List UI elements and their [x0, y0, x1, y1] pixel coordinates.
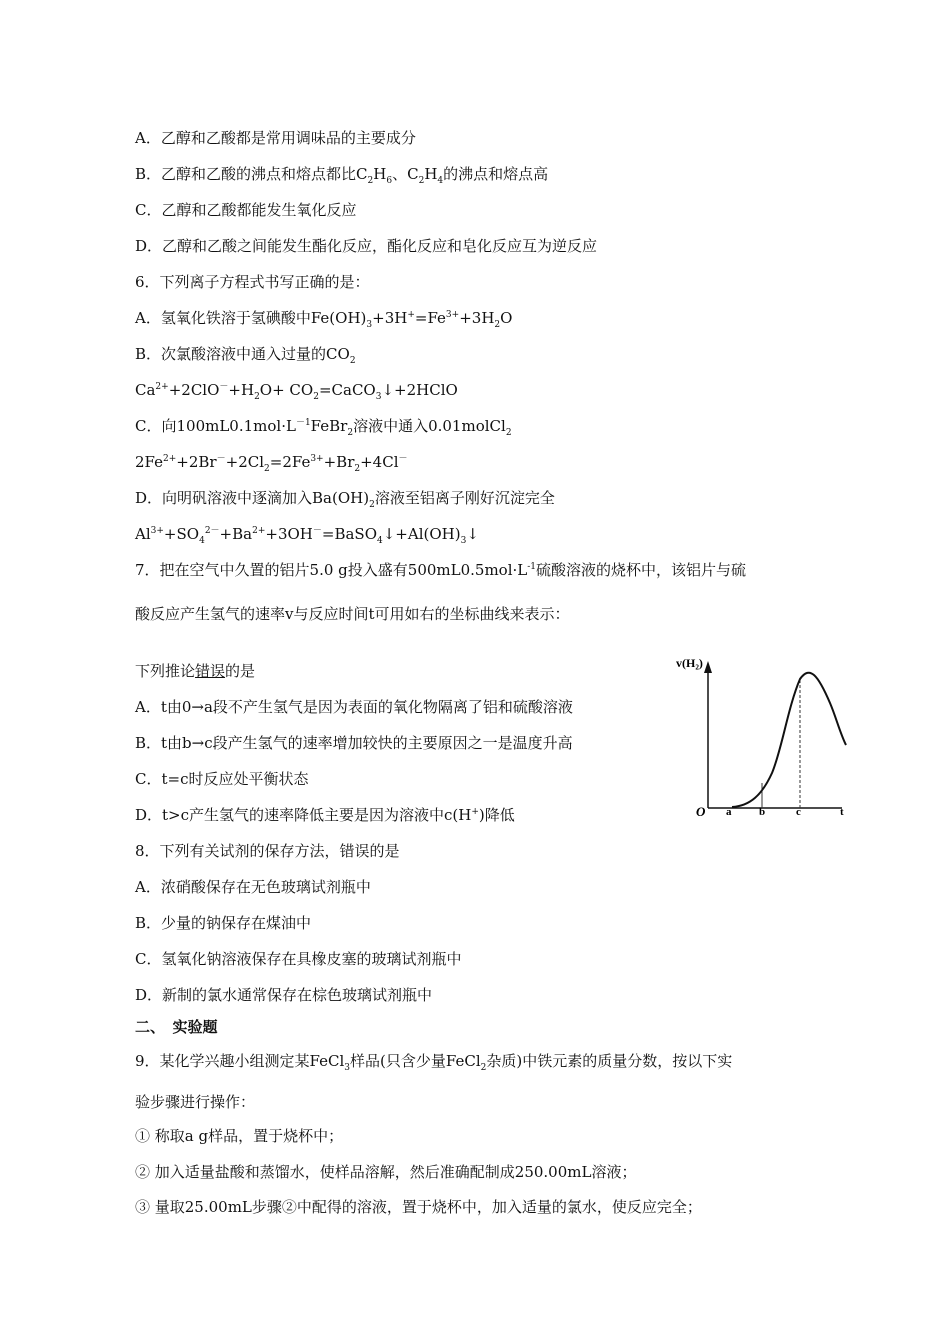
q6-option-a: A．氢氧化铁溶于氢碘酸中$Fe(OH)_3+3H^+=Fe^{3+}+3H_2O$	[135, 309, 513, 330]
q9-step-3: ③ 量取25.00mL步骤②中配得的溶液，置于烧杯中，加入适量的氯水，使反应完全；	[135, 1198, 702, 1216]
section-heading: 二、 实验题	[135, 1018, 218, 1036]
q6-option-d: D．向明矾溶液中逐滴加入$Ba(OH)_2$溶液至铝离子刚好沉淀完全	[135, 489, 555, 510]
q6-stem: 6．下列离子方程式书写正确的是：	[135, 273, 370, 291]
q9-step-1: ① 称取a g样品，置于烧杯中；	[135, 1127, 344, 1145]
q6-option-b-equation: $Ca^{2+}+2ClO^-+H_2O+$ $CO_2=CaCO_3↓+2HClO$	[135, 381, 458, 402]
q6-option-d-equation: $Al^{3+}+SO_4^{2-}+Ba^{2+}+3OH^-=BaSO_4↓+Al(OH)_3↓$	[135, 525, 479, 546]
q5-option-a: A．乙醇和乙酸都是常用调味品的主要成分	[135, 129, 416, 147]
q5-option-d: D．乙醇和乙酸之间能发生酯化反应，酯化反应和皂化反应互为逆反应	[135, 237, 598, 255]
y-axis-label: v(H₂)	[676, 656, 703, 670]
x-tick-a: a	[726, 806, 732, 818]
q7-option-d: D．t>c产生氢气的速率降低主要是因为溶液中c(H+)降低	[135, 806, 515, 824]
q7-option-c: C．t=c时反应处平衡状态	[135, 770, 309, 788]
q5-option-c: C．乙醇和乙酸都能发生氧化反应	[135, 201, 357, 219]
q6-option-b: B．次氯酸溶液中通入过量的$CO_2$	[135, 345, 356, 366]
q7-option-a: A．t由0→a段不产生氢气是因为表面的氧化物隔离了铝和硫酸溶液	[135, 698, 573, 716]
q6-option-c: C．向$100mL0.1mol\cdot L^{-1}FeBr_2$溶液中通入0.01molCl$_2$	[135, 417, 512, 438]
q7-option-b: B．t由b→c段产生氢气的速率增加较快的主要原因之一是温度升高	[135, 734, 573, 752]
q7-stem-line2: 酸反应产生氢气的速率v与反应时间t可用如右的坐标曲线来表示：	[135, 605, 570, 623]
q8-stem: 8．下列有关试剂的保存方法，错误的是	[135, 842, 400, 860]
q7-stem-line1: 7．把在空气中久置的铝片5.0 g投入盛有$500mL0.5mol\cdot L^{-1}$硫酸溶液的烧杯中，该铝片与硫	[135, 561, 747, 579]
q7-ask: 下列推论错误的是	[135, 662, 256, 680]
q9-stem-line1: 9．某化学兴趣小组测定某FeCl$_3$样品(只含少量FeCl$_2$杂质)中铁元素的质量分数，按以下实	[135, 1052, 733, 1073]
q8-option-c: C．氢氧化钠溶液保存在具橡皮塞的玻璃试剂瓶中	[135, 950, 462, 968]
origin-label: O	[696, 804, 706, 819]
rate-curve	[732, 673, 846, 807]
x-axis-label: t	[840, 806, 844, 818]
q5-option-b: B．乙醇和乙酸的沸点和熔点都比$C_2H_6$、$C_2H_4$的沸点和熔点高	[135, 165, 549, 186]
q8-option-b: B．少量的钠保存在煤油中	[135, 914, 312, 932]
q9-step-2: ② 加入适量盐酸和蒸馏水，使样品溶解，然后准确配制成250.00mL溶液；	[135, 1163, 637, 1181]
q8-option-d: D．新制的氯水通常保存在棕色玻璃试剂瓶中	[135, 986, 433, 1004]
y-axis-arrow-icon	[704, 661, 712, 673]
q9-stem-line2: 验步骤进行操作：	[135, 1093, 256, 1111]
x-tick-b: b	[759, 806, 766, 818]
q6-option-c-equation: $2Fe^{2+}+2Br^-+2Cl_2=2Fe^{3+}+Br_2+4Cl^-$	[135, 453, 408, 474]
x-tick-c: c	[796, 806, 801, 818]
q8-option-a: A．浓硝酸保存在无色玻璃试剂瓶中	[135, 878, 371, 896]
rate-time-graph	[676, 655, 855, 825]
